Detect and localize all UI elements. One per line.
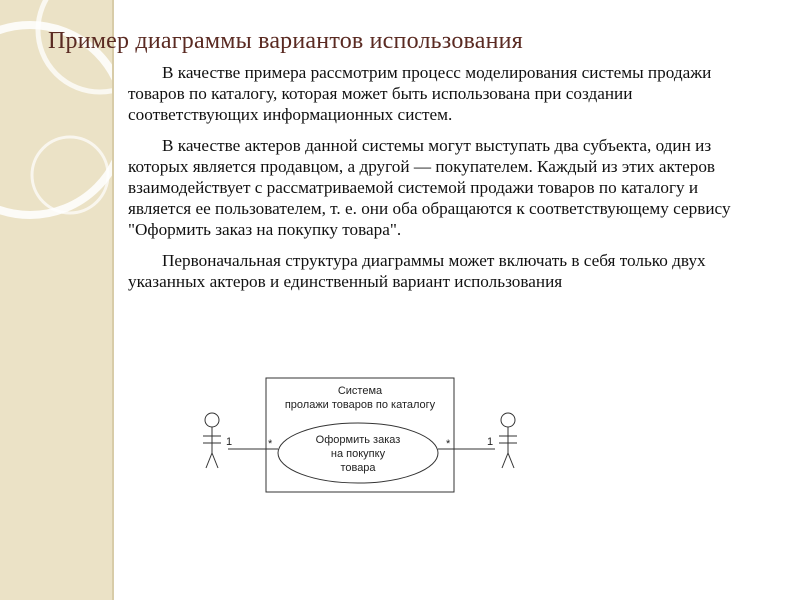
right-actor-icon	[499, 413, 517, 468]
usecase-label-line3: товара	[340, 462, 376, 474]
ring-small	[32, 137, 108, 213]
paragraph-1: В качестве примера рассмотрим процесс моделирования системы продажи товаров по каталогу, которая может быть использована при создании соответствующих информационных систем.	[128, 63, 712, 124]
slide-body	[128, 62, 758, 302]
decorative-rings	[0, 0, 112, 600]
right-usecase-multiplicity: *	[446, 438, 451, 450]
usecase-label-line2: на покупку	[330, 448, 386, 460]
left-actor-multiplicity: 1	[226, 436, 233, 448]
right-actor-multiplicity: 1	[487, 436, 494, 448]
system-label-line1: Система	[337, 385, 383, 397]
side-divider	[112, 0, 114, 600]
slide-title: Пример диаграммы вариантов использования	[48, 28, 523, 54]
system-label-line2: пролажи товаров по каталогу	[284, 399, 436, 411]
paragraph-3: Первоначальная структура диаграммы может включать в себя только двух указанных актеров и единственный вариант использования	[128, 251, 706, 291]
left-usecase-multiplicity: *	[268, 438, 273, 450]
use-case-diagram	[190, 370, 530, 500]
paragraph-2: В качестве актеров данной системы могут выступать два субъекта, один из которых является продавцом, а другой — покупателем. Каждый из этих актеров взаимодействует с рассматриваемой системой продажи товаров по каталогу и является ее пользователем, т. е. они оба обращаются к соответствующему сервису "Оформить заказ на покупку товара".	[128, 136, 731, 239]
left-actor-icon	[203, 413, 221, 468]
decorative-side-panel	[0, 0, 112, 600]
usecase-label-line1: Оформить заказ	[315, 434, 401, 446]
